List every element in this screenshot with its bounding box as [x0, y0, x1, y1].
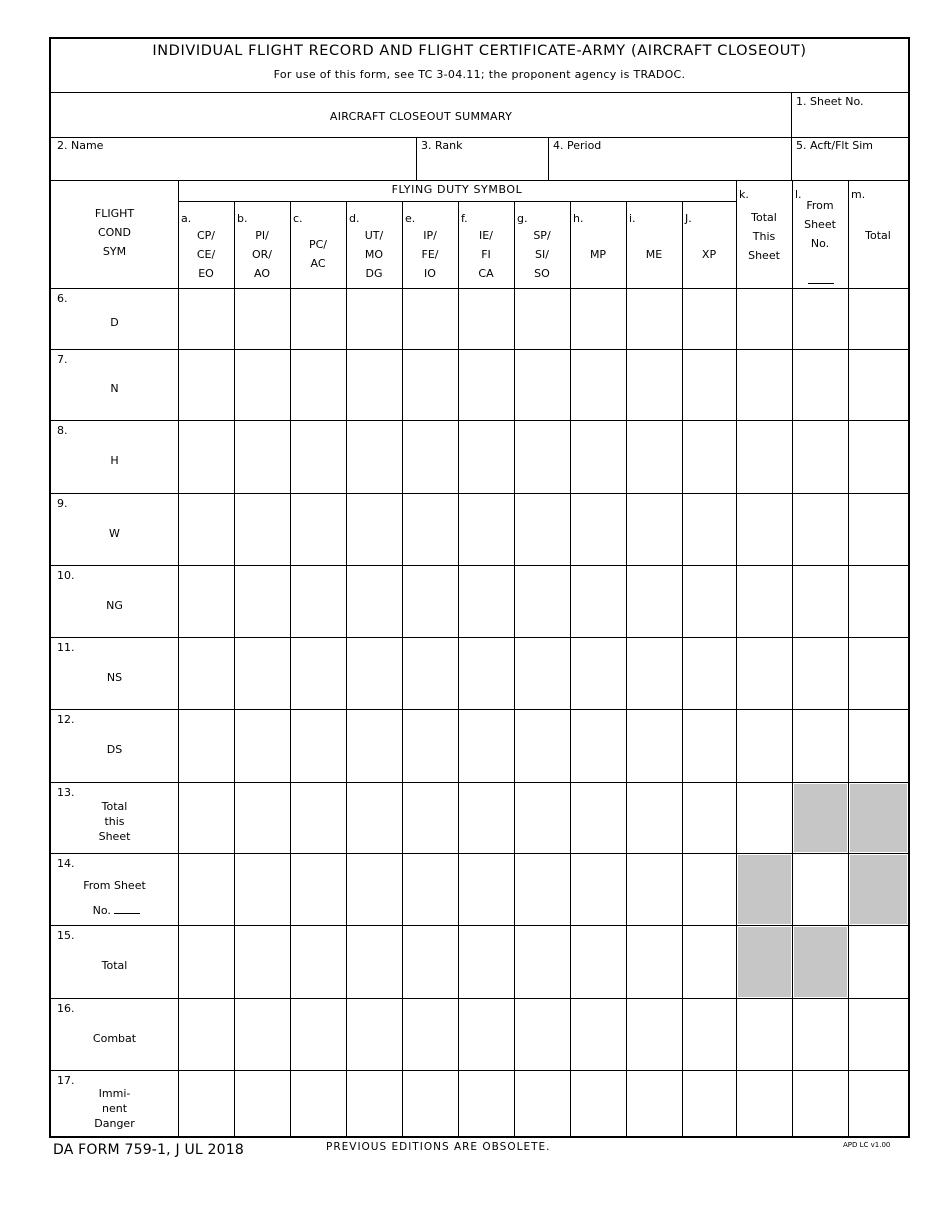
row-number: 7. [57, 353, 68, 366]
hours-cell[interactable] [850, 639, 907, 708]
hours-cell[interactable] [738, 351, 791, 419]
hours-cell[interactable] [348, 855, 401, 924]
column-header [570, 245, 626, 264]
row-number: 11. [57, 641, 75, 654]
column-header-line: IP/ [423, 229, 437, 242]
hours-cell[interactable] [628, 1000, 681, 1069]
summary-label: AIRCRAFT CLOSEOUT SUMMARY [329, 110, 513, 123]
hours-cell[interactable] [460, 1000, 513, 1069]
hours-cell[interactable] [572, 784, 625, 852]
row-label [51, 878, 178, 918]
column-header-line: EO [198, 267, 214, 280]
name-label: 2. Name [57, 139, 104, 152]
hours-cell[interactable] [404, 1072, 457, 1137]
hours-cell[interactable] [628, 711, 681, 781]
flight-cond-line: SYM [102, 245, 127, 258]
hours-cell[interactable] [738, 639, 791, 708]
hours-cell[interactable] [292, 290, 345, 348]
hours-cell[interactable] [794, 1072, 847, 1137]
hours-cell[interactable] [516, 422, 569, 492]
shaded-cell [850, 784, 907, 852]
row-label-line: DS [106, 743, 123, 756]
hours-cell[interactable] [348, 1072, 401, 1137]
column-header-line: AO [254, 267, 270, 280]
column-header [178, 226, 234, 283]
hours-cell[interactable] [292, 567, 345, 636]
hours-cell[interactable] [850, 927, 907, 997]
column-header-line: PI/ [255, 229, 269, 242]
hours-cell[interactable] [516, 639, 569, 708]
hours-cell[interactable] [180, 784, 233, 852]
column-letter: l. [795, 188, 802, 201]
divider [51, 709, 908, 710]
column-header-line: IE/ [479, 229, 493, 242]
hours-cell[interactable] [292, 927, 345, 997]
row-label [51, 1031, 178, 1046]
hours-cell[interactable] [460, 351, 513, 419]
column-header-line: MO [364, 248, 384, 261]
hours-cell[interactable] [794, 351, 847, 419]
hours-cell[interactable] [684, 1072, 735, 1137]
hours-cell[interactable] [460, 567, 513, 636]
row-label [51, 526, 178, 541]
divider [736, 180, 737, 1138]
hours-cell[interactable] [180, 567, 233, 636]
rank-field[interactable] [417, 155, 547, 179]
hours-cell[interactable] [236, 422, 289, 492]
hours-cell[interactable] [850, 290, 907, 348]
hours-cell[interactable] [404, 1000, 457, 1069]
column-letter: d. [349, 212, 360, 225]
period-label: 4. Period [553, 139, 602, 152]
column-header-line: CP/ [196, 229, 216, 242]
divider [51, 637, 908, 638]
divider [51, 565, 908, 566]
hours-cell[interactable] [684, 711, 735, 781]
hours-cell[interactable] [684, 927, 735, 997]
column-header-line: FI [481, 248, 491, 261]
hours-cell[interactable] [404, 351, 457, 419]
hours-cell[interactable] [794, 567, 847, 636]
column-header [234, 226, 290, 283]
hours-cell[interactable] [292, 495, 345, 564]
hours-cell[interactable] [684, 1000, 735, 1069]
row-label-line: Combat [92, 1031, 137, 1045]
row-number: 8. [57, 424, 68, 437]
column-header-line: This [752, 230, 776, 243]
hours-cell[interactable] [628, 927, 681, 997]
hours-cell[interactable] [348, 711, 401, 781]
hours-cell[interactable] [684, 351, 735, 419]
hours-cell[interactable] [404, 422, 457, 492]
hours-cell[interactable] [684, 495, 735, 564]
hours-cell[interactable] [850, 567, 907, 636]
hours-cell[interactable] [684, 784, 735, 852]
column-header [346, 226, 402, 283]
hours-cell[interactable] [572, 711, 625, 781]
row-number: 9. [57, 497, 68, 510]
flight-cond-header [51, 204, 178, 261]
column-header-line: Total [865, 229, 891, 242]
shaded-cell [794, 784, 847, 852]
row-label-line: N [110, 382, 119, 395]
hours-cell[interactable] [516, 927, 569, 997]
row-number: 12. [57, 713, 75, 726]
hours-cell[interactable] [292, 855, 345, 924]
row-number: 17. [57, 1074, 75, 1087]
column-header-line: CA [478, 267, 494, 280]
row-label-line: H [110, 454, 119, 467]
column-letter: J. [685, 212, 692, 225]
row-number: 13. [57, 786, 75, 799]
hours-cell[interactable] [292, 711, 345, 781]
hours-cell[interactable] [850, 351, 907, 419]
obsolete-notice: PREVIOUS EDITIONS ARE OBSOLETE. [326, 1141, 551, 1153]
hours-cell[interactable] [628, 351, 681, 419]
divider [51, 925, 908, 926]
divider [51, 493, 908, 494]
column-header-line: PC/ [308, 238, 328, 251]
hours-cell[interactable] [236, 711, 289, 781]
hours-cell[interactable] [684, 290, 735, 348]
column-header-line: Sheet [748, 249, 780, 262]
row-label-line: No. [51, 903, 178, 918]
hours-cell[interactable] [348, 639, 401, 708]
hours-cell[interactable] [180, 855, 233, 924]
hours-cell[interactable] [348, 351, 401, 419]
hours-cell[interactable] [572, 1072, 625, 1137]
divider [51, 288, 908, 289]
hours-cell[interactable] [236, 1072, 289, 1137]
hours-cell[interactable] [460, 927, 513, 997]
hours-cell[interactable] [684, 639, 735, 708]
hours-cell[interactable] [794, 1000, 847, 1069]
hours-cell[interactable] [180, 422, 233, 492]
sheet-no-field[interactable] [792, 111, 908, 136]
column-header-line: No. [810, 237, 830, 250]
column-letter: b. [237, 212, 248, 225]
hours-cell[interactable] [236, 1000, 289, 1069]
hours-cell[interactable] [404, 711, 457, 781]
hours-cell[interactable] [460, 855, 513, 924]
hours-cell[interactable] [404, 495, 457, 564]
column-header-line: FE/ [421, 248, 439, 261]
row-number: 14. [57, 857, 75, 870]
hours-cell[interactable] [404, 639, 457, 708]
divider [51, 420, 908, 421]
divider [51, 1070, 908, 1071]
hours-cell[interactable] [292, 784, 345, 852]
shaded-cell [794, 927, 847, 997]
hours-cell[interactable] [180, 1000, 233, 1069]
flying-duty-header: FLYING DUTY SYMBOL [391, 183, 523, 196]
row-label [51, 670, 178, 685]
hours-cell[interactable] [572, 855, 625, 924]
rank-label: 3. Rank [421, 139, 463, 152]
hours-cell[interactable] [850, 495, 907, 564]
hours-cell[interactable] [738, 422, 791, 492]
column-letter: h. [573, 212, 584, 225]
hours-cell[interactable] [292, 422, 345, 492]
row-label [51, 453, 178, 468]
column-letter: i. [629, 212, 636, 225]
column-header-line: AC [310, 257, 326, 270]
divider [792, 180, 793, 1138]
row-label-line: W [109, 526, 120, 540]
acft-field[interactable] [792, 155, 908, 179]
hours-cell[interactable] [236, 351, 289, 419]
hours-cell[interactable] [516, 290, 569, 348]
column-letter: a. [181, 212, 192, 225]
row-label-line: Immi- [98, 1086, 131, 1100]
hours-cell[interactable] [516, 855, 569, 924]
row-label-line: NS [106, 670, 123, 684]
hours-cell[interactable] [738, 1072, 791, 1137]
form-subtitle: For use of this form, see TC 3-04.11; the proponent agency is TRADOC. [273, 68, 686, 81]
flight-cond-line: FLIGHT [94, 207, 135, 220]
hours-cell[interactable] [628, 567, 681, 636]
hours-cell[interactable] [850, 1000, 907, 1069]
row-label-line: nent [101, 1101, 128, 1115]
column-header-line: Sheet [804, 218, 836, 231]
shaded-cell [738, 927, 791, 997]
sheet-number-blank[interactable] [808, 283, 834, 284]
hours-cell[interactable] [348, 290, 401, 348]
column-letter: m. [851, 188, 866, 201]
row-number: 16. [57, 1002, 75, 1015]
row-label-line: NG [106, 598, 123, 612]
hours-cell[interactable] [460, 290, 513, 348]
hours-cell[interactable] [794, 495, 847, 564]
hours-cell[interactable] [628, 1072, 681, 1137]
divider [51, 137, 908, 138]
row-label-line: D [110, 316, 119, 329]
hours-cell[interactable] [404, 567, 457, 636]
row-label [51, 315, 178, 330]
hours-cell[interactable] [180, 351, 233, 419]
hours-cell[interactable] [850, 711, 907, 781]
column-letter: f. [461, 212, 468, 225]
row-label-line: this [104, 815, 125, 828]
column-header-line: SO [534, 267, 550, 280]
row-number: 6. [57, 292, 68, 305]
column-header-line: CE/ [196, 248, 216, 261]
hours-cell[interactable] [738, 567, 791, 636]
row-label [51, 742, 178, 757]
hours-cell[interactable] [292, 1000, 345, 1069]
hours-cell[interactable] [738, 711, 791, 781]
column-header [290, 235, 346, 273]
hours-cell[interactable] [628, 422, 681, 492]
hours-cell[interactable] [628, 784, 681, 852]
row-label [51, 958, 178, 973]
column-letter: k. [739, 188, 749, 201]
row-number: 15. [57, 929, 75, 942]
hours-cell[interactable] [460, 495, 513, 564]
hours-cell[interactable] [516, 567, 569, 636]
hours-cell[interactable] [572, 422, 625, 492]
hours-cell[interactable] [236, 855, 289, 924]
divider [51, 998, 908, 999]
column-header [792, 196, 848, 253]
hours-cell[interactable] [572, 1000, 625, 1069]
hours-cell[interactable] [684, 855, 735, 924]
hours-cell[interactable] [794, 290, 847, 348]
hours-cell[interactable] [516, 1000, 569, 1069]
hours-cell[interactable] [516, 711, 569, 781]
hours-cell[interactable] [516, 1072, 569, 1137]
divider [178, 201, 736, 202]
hours-cell[interactable] [348, 1000, 401, 1069]
column-header-line: SI/ [535, 248, 549, 261]
row-label [51, 799, 178, 844]
form-id: DA FORM 759-1, J UL 2018 [53, 1142, 244, 1158]
hours-cell[interactable] [684, 567, 735, 636]
hours-cell[interactable] [628, 495, 681, 564]
column-header [458, 226, 514, 283]
hours-cell[interactable] [572, 351, 625, 419]
hours-cell[interactable] [236, 567, 289, 636]
divider [51, 782, 908, 783]
row-label-line: From Sheet [83, 879, 146, 892]
column-header-line: IO [424, 267, 436, 280]
hours-cell[interactable] [236, 639, 289, 708]
hours-cell[interactable] [404, 290, 457, 348]
hours-cell[interactable] [404, 855, 457, 924]
column-header [402, 226, 458, 283]
column-header-line: XP [701, 248, 717, 261]
hours-cell[interactable] [516, 495, 569, 564]
hours-cell[interactable] [180, 711, 233, 781]
hours-cell[interactable] [738, 290, 791, 348]
divider [51, 349, 908, 350]
hours-cell[interactable] [516, 784, 569, 852]
row-label-line: Total [101, 800, 128, 813]
divider [51, 180, 908, 181]
flight-record-form [49, 37, 910, 1138]
hours-cell[interactable] [850, 422, 907, 492]
divider [51, 92, 908, 93]
sheet-number-blank[interactable] [114, 903, 140, 914]
hours-cell[interactable] [236, 784, 289, 852]
row-label [51, 598, 178, 613]
flight-cond-line: COND [97, 226, 132, 239]
column-header [848, 226, 908, 245]
hours-cell[interactable] [292, 351, 345, 419]
column-header-line: MP [589, 248, 607, 261]
row-label-line: Danger [94, 1116, 135, 1130]
hours-cell[interactable] [572, 927, 625, 997]
hours-cell[interactable] [180, 639, 233, 708]
version-label: APD LC v1.00 [843, 1141, 891, 1149]
hours-cell[interactable] [850, 1072, 907, 1137]
hours-cell[interactable] [738, 784, 791, 852]
divider [178, 180, 179, 1138]
hours-cell[interactable] [404, 784, 457, 852]
row-label [51, 381, 178, 396]
hours-cell[interactable] [460, 422, 513, 492]
column-header-line: UT/ [364, 229, 384, 242]
hours-cell[interactable] [180, 927, 233, 997]
hours-cell[interactable] [460, 711, 513, 781]
hours-cell[interactable] [628, 639, 681, 708]
column-header [626, 245, 682, 264]
row-label-line: Sheet [98, 830, 131, 843]
column-header-line: Total [751, 211, 777, 224]
column-header [736, 208, 792, 265]
hours-cell[interactable] [236, 495, 289, 564]
column-letter: g. [517, 212, 528, 225]
hours-cell[interactable] [348, 567, 401, 636]
row-number: 10. [57, 569, 75, 582]
hours-cell[interactable] [628, 290, 681, 348]
hours-cell[interactable] [794, 422, 847, 492]
hours-cell[interactable] [628, 855, 681, 924]
hours-cell[interactable] [516, 351, 569, 419]
column-header [682, 245, 736, 264]
hours-cell[interactable] [348, 495, 401, 564]
sheet-no-label: 1. Sheet No. [796, 95, 864, 108]
hours-cell[interactable] [292, 1072, 345, 1137]
hours-cell[interactable] [404, 927, 457, 997]
name-field[interactable] [52, 155, 415, 179]
hours-cell[interactable] [236, 290, 289, 348]
hours-cell[interactable] [180, 1072, 233, 1137]
acft-label: 5. Acft/Flt Sim [796, 139, 874, 152]
column-header-line: OR/ [251, 248, 272, 261]
row-label-line: Total [101, 959, 128, 972]
hours-cell[interactable] [572, 639, 625, 708]
hours-cell[interactable] [738, 495, 791, 564]
hours-cell[interactable] [572, 567, 625, 636]
row-label [51, 1086, 178, 1131]
column-header-line: From [806, 199, 834, 212]
form-title: INDIVIDUAL FLIGHT RECORD AND FLIGHT CERTIFICATE-ARMY (AIRCRAFT CLOSEOUT) [152, 43, 807, 59]
hours-cell[interactable] [348, 422, 401, 492]
divider [848, 180, 849, 1138]
hours-cell[interactable] [292, 639, 345, 708]
hours-cell[interactable] [348, 784, 401, 852]
hours-cell[interactable] [572, 290, 625, 348]
column-letter: c. [293, 212, 303, 225]
hours-cell[interactable] [684, 422, 735, 492]
hours-cell[interactable] [794, 639, 847, 708]
column-header-line: ME [645, 248, 663, 261]
shaded-cell [738, 855, 791, 924]
period-field[interactable] [549, 155, 790, 179]
hours-cell[interactable] [236, 927, 289, 997]
hours-cell[interactable] [460, 784, 513, 852]
hours-cell[interactable] [738, 1000, 791, 1069]
hours-cell[interactable] [794, 855, 847, 924]
divider [51, 853, 908, 854]
hours-cell[interactable] [794, 711, 847, 781]
hours-cell[interactable] [180, 495, 233, 564]
hours-cell[interactable] [180, 290, 233, 348]
column-letter: e. [405, 212, 416, 225]
hours-cell[interactable] [572, 495, 625, 564]
column-header-line: SP/ [533, 229, 551, 242]
hours-cell[interactable] [460, 639, 513, 708]
column-header-line: DG [365, 267, 383, 280]
shaded-cell [850, 855, 907, 924]
hours-cell[interactable] [460, 1072, 513, 1137]
hours-cell[interactable] [348, 927, 401, 997]
column-header [514, 226, 570, 283]
